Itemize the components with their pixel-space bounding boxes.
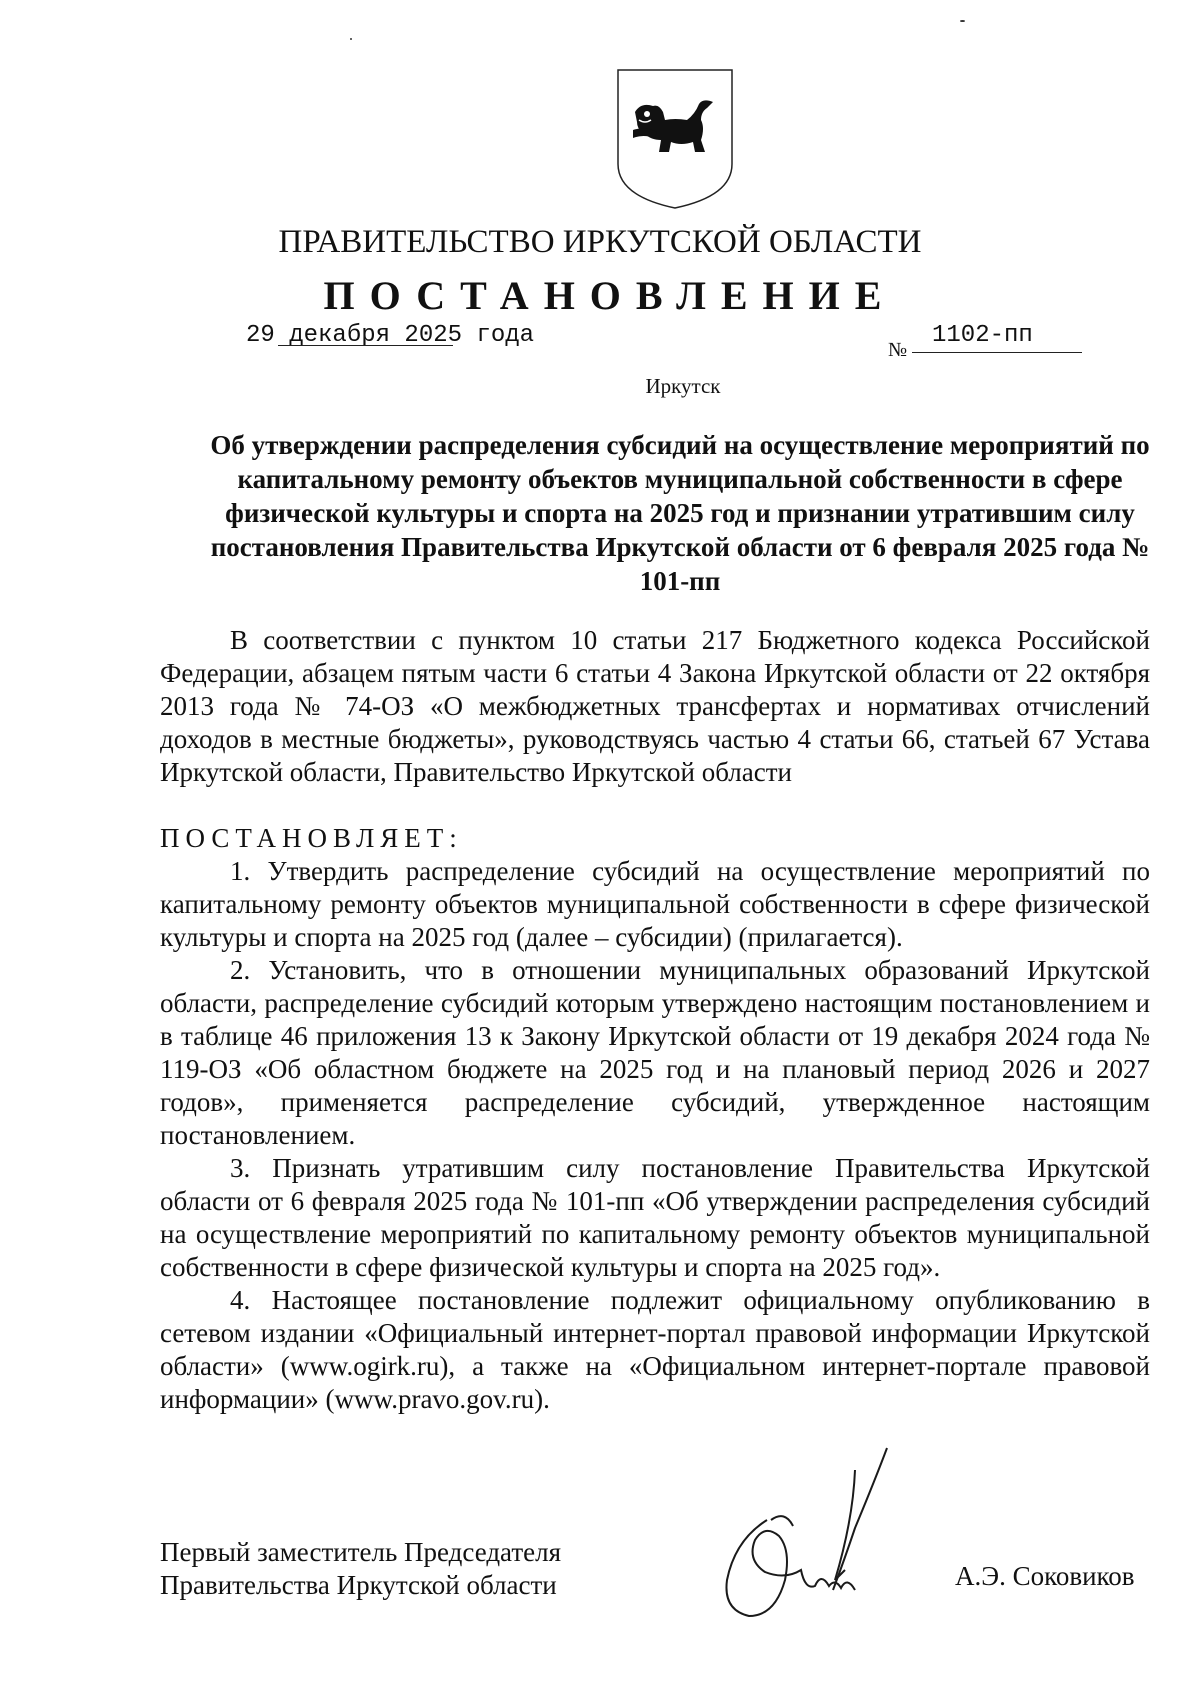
document-title: Об утверждении распределения субсидий на осуществление мероприятий по капитальному ремонту объектов муниципальной собственности в сфере физической культуры и спорта на 2025 год и признании утратившим силу постановления Правительства Иркутской области от 6 февраля 2025 года № 101-пп [210,430,1150,596]
coat-of-arms-icon [615,68,735,210]
handwritten-signature [705,1440,955,1630]
city: Иркутск [645,374,721,398]
resolution-item: 4. Настоящее постановление подлежит официальному опубликованию в сетевом издании «Официальный интернет-портал правовой информации Иркутской области» (www.ogirk.ru), а также на «Официальном интернет-портале правовой информации» (www.pravo.gov.ru). [160,1285,1150,1414]
signer-position-line: Правительства Иркутской области [160,1570,557,1600]
number-sign: № [888,339,908,361]
signer-position [160,1536,561,1602]
document-number: 1102-пп [932,322,1033,349]
resolution-item: 3. Признать утратившим силу постановление Правительства Иркутской области от 6 февраля 2025 года № 101-пп «Об утверждении распределения субсидий на осуществление мероприятий по капитальному ремонту объектов муниципальной собственности в сфере физической культуры и спорта на 2025 год». [160,1153,1150,1282]
date-underline [278,345,453,346]
resolution-item: 1. Утвердить распределение субсидий на осуществление мероприятий по капитальному ремонту объектов муниципальной собственности в сфере физической культуры и спорта на 2025 год (далее – субсидии) (прилагается). [160,856,1150,952]
resolution-items [160,855,1150,1416]
signer-name: А.Э. Соковиков [955,1561,1135,1591]
resolves-label: ПОСТАНОВЛЯЕТ: [160,823,463,853]
document-date: 29 декабря 2025 года [246,322,535,349]
number-underline [912,352,1082,353]
resolution-item: 2. Установить, что в отношении муниципальных образований Иркутской области, распределение субсидий которым утверждено настоящим постановлением и в таблице 46 приложения 13 к Закону Иркутской области от 19 декабря 2024 года № 119-ОЗ «Об областном бюджете на 2025 год и на плановый период 2026 и 2027 годов», применяется распределение субсидий, утвержденное настоящим постановлением. [160,955,1150,1150]
preamble [160,624,1150,789]
government-name: ПРАВИТЕЛЬСТВО ИРКУТСКОЙ ОБЛАСТИ [278,224,922,260]
scan-speck [350,38,352,40]
signer-position-line: Первый заместитель Председателя [160,1537,562,1567]
document-type: ПОСТАНОВЛЕНИЕ [323,273,897,318]
preamble-paragraph: В соответствии с пунктом 10 статьи 217 Бюджетного кодекса Российской Федерации, абзацем пятым части 6 статьи 4 Закона Иркутской области от 22 октября 2013 года № 74-ОЗ «О межбюджетных трансфертах и нормативах отчислений доходов в местные бюджеты», руководствуясь частью 4 статьи 66, статьей 67 Устава Иркутской области, Правительство Иркутской области [160,625,1150,787]
scan-speck [960,20,965,22]
